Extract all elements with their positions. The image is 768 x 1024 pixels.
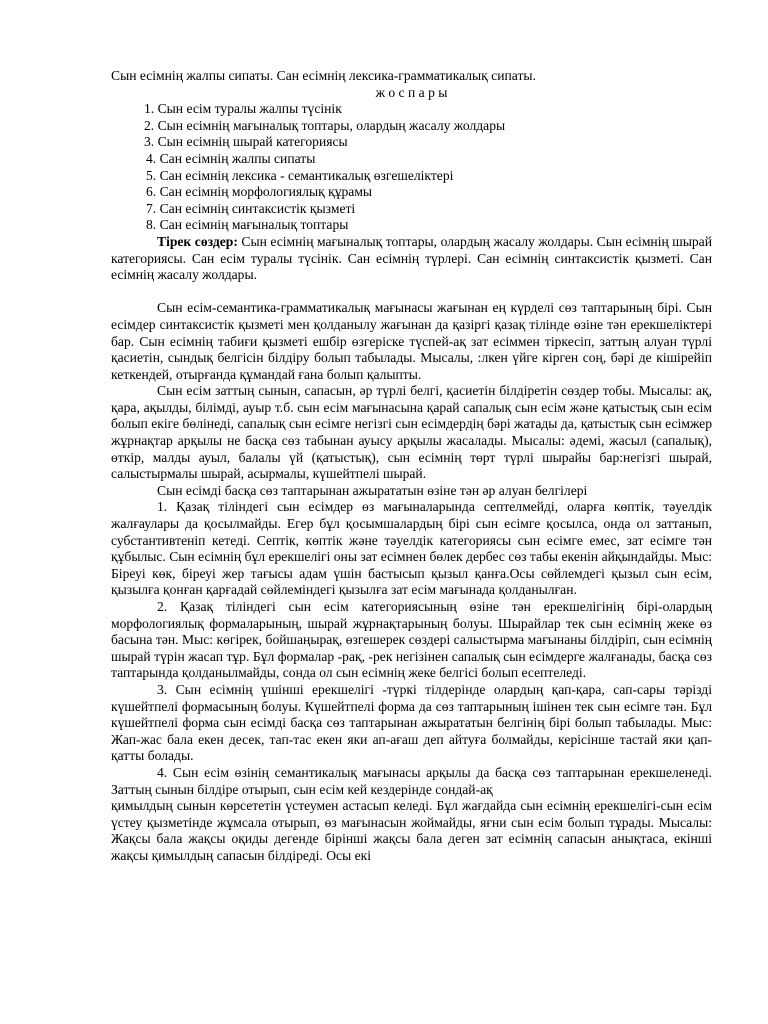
plan-item: 3. Сын есімнің шырай категориясы xyxy=(144,134,348,150)
plan-item: 4. Сан есімнің жалпы сипаты xyxy=(146,150,316,166)
keywords-label: Тірек сөздер: xyxy=(157,233,238,249)
body-paragraph: Сын есімді басқа сөз таптарынан ажырататын өзіне тән әр алуан белгілері xyxy=(157,482,588,498)
plan-item: 6. Сан есімнің морфологиялық құрамы xyxy=(146,184,373,200)
body-paragraph: 1. Қазақ тіліндегі сын есімдер өз мағыналарында септелмейді, оларға көптік, тәуелдік жалғаулары да қосылмайды. Егер бұл қосымшалардың бірі сын есімге қосылса, онда ол заттанып, субстантивтеніп кетеді. Септік, көптік және тәуелдік категориясы сын есімге емес, зат есімге тән құбылыс. Сын есімнің бұл ерекшелігі оны зат есімнен бөлек дербес сөз табы екенін айқындайды. Мыс: Біреуі көк, біреуі жер тағысы адам үшін бастысып қызыл қанға.Осы сөйлемдегі қызыл сын есім, қызылға қонған қарғадай сөйлеміндегі қызылға зат есім мағынада қолданылған. xyxy=(111,499,713,598)
body-paragraph: қимылдың сынын көрсететін үстеумен астасып келеді. Бұл жағдайда сын есімнің ерекшелігі-сын есім үстеу қызметінде жұмсала отырып, өз мағынасын жоймайды, яғни сын есім болып тұрады. Мысалы: Жақсы бала жақсы оқиды дегенде бірінші жақсы бала деген зат есімнің сапасын анықтаса, екінші жақсы қимылдың сапасын білдіреді. Осы екі xyxy=(111,798,712,863)
plan-title: ж о с п а р ы xyxy=(375,84,448,100)
body-paragraph: 4. Сын есім өзінің семантикалық мағынасы арқылы да басқа сөз таптарынан ерекшеленеді. Заттың сынын білдіре отырып, сын есім кей кездерінде сондай-ақ xyxy=(111,764,712,797)
plan-item: 5. Сан есімнің лексика - семантикалық өзгешеліктері xyxy=(146,167,454,183)
document-page xyxy=(111,68,712,865)
plan-item: 1. Сын есім туралы жалпы түсінік xyxy=(144,101,342,117)
body-paragraph: 2. Қазақ тіліндегі сын есім категориясының өзіне тән ерекшелігінің бірі-олардың морфологиялық формаларының, шырай жұрнақтарының болуы. Шырайлар тек сын есімнің жеке өз басына тән. Мыс: көгірек, бойшаңырақ, өзгешерек сөздері салыстырма мағынаны білдіріп, сын есімнің шырай түрін жасап тұр. Бұл формалар -рақ, -рек негізінен сапалық сын есімдерге жалғанады, басқа сөз таптарында қолданылмайды, сонда ол сын есімнің жеке белгісі болып есептеледі. xyxy=(111,599,712,681)
plan-item: 8. Сан есімнің мағыналық топтары xyxy=(146,217,349,233)
body-paragraph: 3. Сын есімнің үшінші ерекшелігі -түркі тілдерінде олардың қап-қара, сап-сары тәрізді күшейтпелі формасының болуы. Күшейтпелі форма да сөз таптарының ішінен тек сын есімге тән. Бұл күшейтпелі форма сын есімді басқа сөз таптарынан ажырататын белгінің бірі болып табылады. Мыс: Жап-жас бала екен десек, тап-тас екен яки ап-ағаш деп айтуға болмайды, керісінше тастай яки қап-қатты болады. xyxy=(111,681,712,764)
paragraph-gap xyxy=(111,284,712,301)
document-heading: Сын есімнің жалпы сипаты. Сан есімнің лексика-грамматикалық сипаты. xyxy=(111,68,536,83)
body-paragraph: Сын есім заттың сынын, сапасын, әр түрлі белгі, қасиетін білдіретін сөздер тобы. Мысалы: ақ, қара, ақылды, білімді, ауыр т.б. сын есім мағынасына қарай сапалық сын есім және қатыстық сын есім болып екіге бөлінеді, сапалық сын есімге негізгі сын есімдердің бәрі жатады да, қатыстық сын есімжер жұрнақтар арқылы не басқа сөз табынан ауысу арқылы жасалады. Мысалы: әдемі, жасыл (сапалық), өткір, малды ауыл, балалы үй (қатыстық), сын есімнің төрт түрлі шырайы бар:негізгі шырай, салыстырмалы шырай, асырмалы, күшейтпелі шырай. xyxy=(111,383,712,482)
keywords-paragraph xyxy=(111,234,712,284)
plan-list xyxy=(111,101,712,234)
keywords-text: Сын есімнің мағыналық топтары, олардың жасалу жолдары. Сын есімнің шырай категориясы. Сан есім туралы түсінік. Сан есімнің түрлері. Сан есімнің синтаксистік қызметі. Сан есімнің жасалу жолдары. xyxy=(111,233,712,283)
body-paragraph: Сын есім-семантика-грамматикалық мағынасы жағынан ең күрделі сөз таптарының бірі. Сын есімдер синтаксистік қызметі мен қолданылу жағынан да қазіргі қазақ тілінде өзіне тән ерекшеліктері бар. Сын есімнің табиғи қызметі ешбір өзгеріске түспей-ақ зат есіммен тіркесіп, заттың алуан түрлі қасиетін, сындық белгісін білдіру болып табылады. Мысалы, :лкен үйге кірген соң, бәрі де кішірейіп кеткендей, отырғанда құмандай ғана болып қалыпты. xyxy=(111,300,712,382)
plan-item: 2. Сын есімнің мағыналық топтары, олардың жасалу жолдары xyxy=(144,117,506,133)
plan-item: 7. Сан есімнің синтаксистік қызметі xyxy=(146,200,356,216)
